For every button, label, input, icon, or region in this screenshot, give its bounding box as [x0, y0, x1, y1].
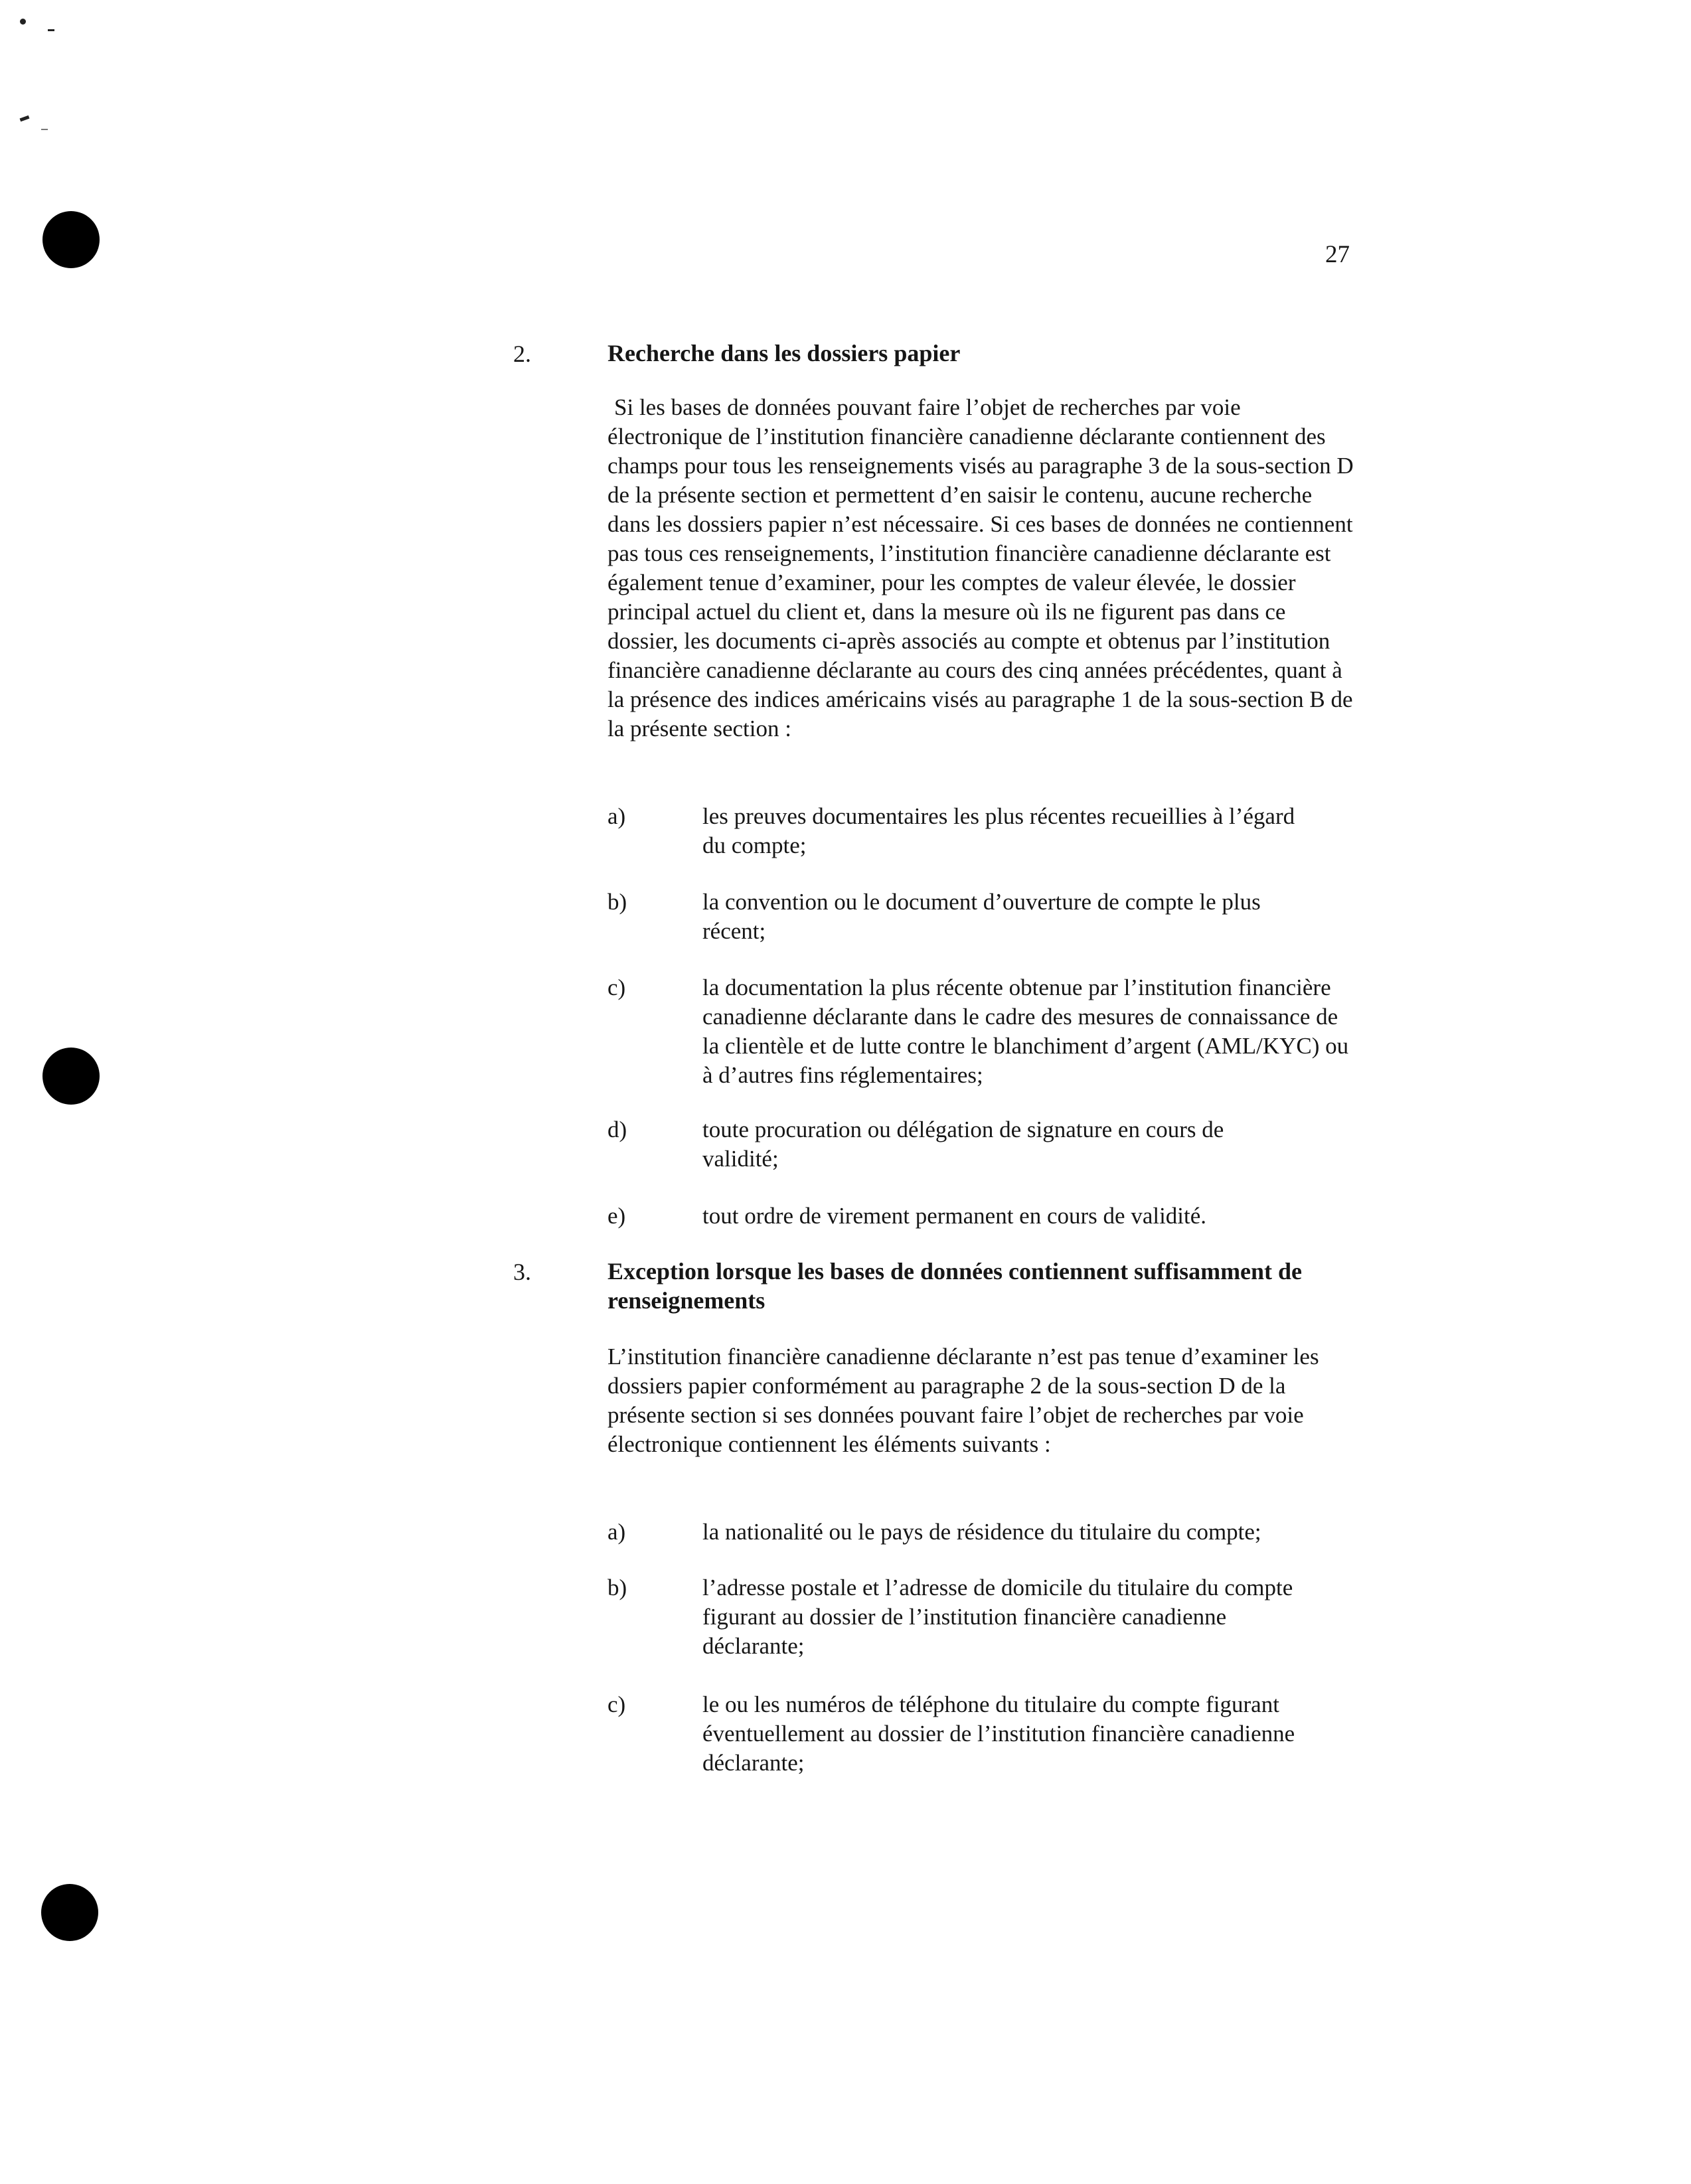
scan-speck — [20, 19, 26, 25]
list-item-letter: d) — [607, 1117, 627, 1142]
punch-hole-bottom — [41, 1884, 98, 1941]
list-item-text: les preuves documentaires les plus récentes recueillies à l’égard du compte; — [702, 803, 1295, 858]
list-item-letter: a) — [607, 803, 626, 829]
scan-speck — [48, 29, 54, 31]
list-item-text: la documentation la plus récente obtenue par l’institution financière canadienne déclarante dans le cadre des mesures de connaissance de la clientèle et de lutte contre le blanchiment d’argent (AML/KYC) ou à d’autres fins réglementaires; — [702, 975, 1349, 1088]
section-2-body: Si les bases de données pouvant faire l’objet de recherches par voie électronique de l’institution financière canadienne déclarante contiennent des champs pour tous les renseignements visés au paragraphe 3 de la sous-section D de la présente section et permettent d’en saisir le contenu, aucune recherche dans les dossiers papier n’est nécessaire. Si ces bases de données ne contiennent pas tous ces renseignements, l’institution financière canadienne déclarante est également tenue d’examiner, pour les comptes de valeur élevée, le dossier principal actuel du client et, dans la mesure où ils ne figurent pas dans ce dossier, les documents ci-après associés au compte et obtenus par l’institution financière canadienne déclarante au cours des cinq années précédentes, quant à la présence des indices américains visés au paragraphe 1 de la sous-section B de la présente section : — [607, 394, 1354, 741]
list-item-text: la convention ou le document d’ouverture de compte le plus récent; — [702, 889, 1261, 944]
list-item-text: la nationalité ou le pays de résidence du titulaire du compte; — [702, 1519, 1261, 1545]
list-item-letter: c) — [607, 975, 626, 1000]
list-item-letter: b) — [607, 1575, 627, 1600]
punch-hole-middle — [42, 1048, 100, 1105]
list-item-letter: a) — [607, 1519, 626, 1545]
section-3-heading: Exception lorsque les bases de données contiennent suffisamment de renseignements — [607, 1258, 1303, 1314]
scan-speck — [20, 116, 30, 121]
list-item-letter: c) — [607, 1691, 626, 1717]
punch-hole-top — [42, 211, 100, 268]
list-item-text: le ou les numéros de téléphone du titulaire du compte figurant éventuellement au dossier de l’institution financière canadienne déclarante; — [702, 1691, 1295, 1776]
list-item-text: toute procuration ou délégation de signature en cours de validité; — [702, 1117, 1224, 1172]
section-3-body: L’institution financière canadienne déclarante n’est pas tenue d’examiner les dossiers papier conformément au paragraphe 2 de la sous-section D de la présente section si ses données pouvant faire l’objet de recherches par voie électronique contiennent les éléments suivants : — [607, 1344, 1319, 1457]
list-item-letter: b) — [607, 889, 627, 915]
list-item-text: tout ordre de virement permanent en cours de validité. — [702, 1203, 1207, 1229]
page-number: 27 — [1325, 241, 1350, 268]
section-2-heading: Recherche dans les dossiers papier — [607, 340, 961, 366]
scan-speck — [41, 129, 48, 130]
section-2-number: 2. — [513, 341, 531, 367]
list-item-letter: e) — [607, 1203, 626, 1229]
list-item-text: l’adresse postale et l’adresse de domicile du titulaire du compte figurant au dossier de l’institution financière canadienne déclarante; — [702, 1575, 1293, 1659]
section-3-number: 3. — [513, 1259, 531, 1285]
